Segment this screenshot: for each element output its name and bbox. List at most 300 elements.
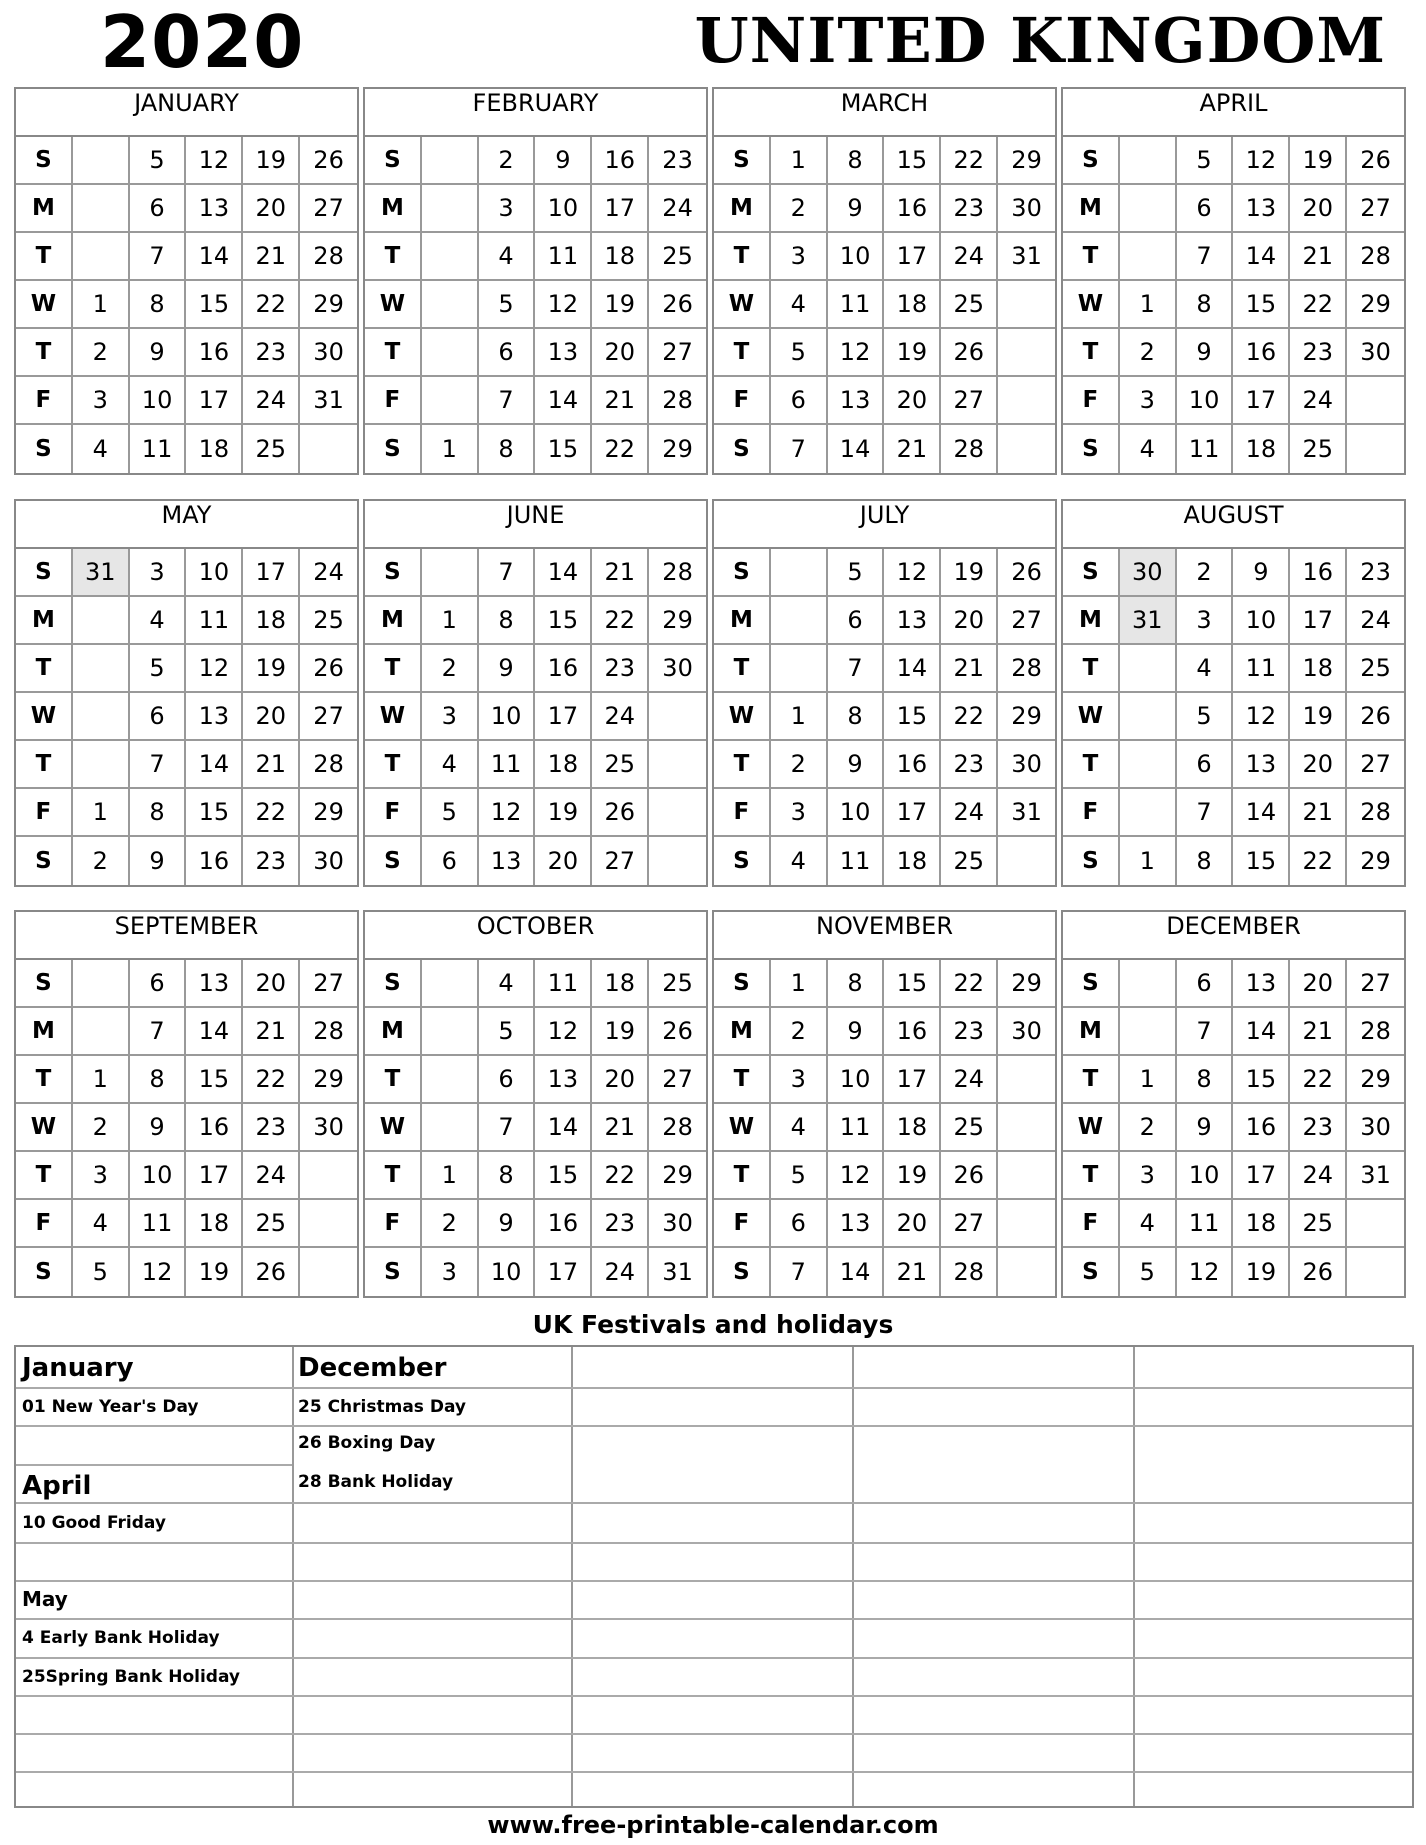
- day-cell: 10: [828, 789, 885, 837]
- day-cell: 2: [479, 137, 536, 185]
- day-cell: 16: [535, 1200, 592, 1248]
- day-cell: 10: [828, 1056, 885, 1104]
- day-cell: 26: [300, 137, 357, 185]
- day-cell: [1120, 137, 1177, 185]
- day-cell: 6: [1177, 185, 1234, 233]
- day-cell: 10: [535, 185, 592, 233]
- weekday-label: F: [16, 1200, 73, 1248]
- weekday-label: S: [1063, 549, 1120, 597]
- month-grid: [714, 137, 1055, 473]
- day-cell: 18: [592, 233, 649, 281]
- weekday-label: W: [365, 281, 422, 329]
- day-cell: 1: [422, 597, 479, 645]
- month-february: [363, 87, 708, 475]
- day-cell: 21: [1290, 789, 1347, 837]
- day-cell: 16: [186, 329, 243, 377]
- day-cell: 20: [1290, 741, 1347, 789]
- day-cell: 10: [1177, 377, 1234, 425]
- day-cell: 13: [186, 185, 243, 233]
- weekday-label: S: [365, 549, 422, 597]
- day-cell: 3: [130, 549, 187, 597]
- day-cell: 19: [592, 281, 649, 329]
- day-cell: 21: [884, 1248, 941, 1296]
- weekday-label: S: [714, 837, 771, 885]
- day-cell: 13: [828, 377, 885, 425]
- weekday-label: M: [714, 1008, 771, 1056]
- day-cell: 24: [1290, 1152, 1347, 1200]
- holidays-row-line: [16, 1618, 1412, 1620]
- day-cell: [73, 233, 130, 281]
- day-cell: 5: [479, 281, 536, 329]
- day-cell: 4: [130, 597, 187, 645]
- day-cell: 12: [479, 789, 536, 837]
- month-april: [1061, 87, 1406, 475]
- weekday-label: T: [365, 329, 422, 377]
- weekday-label: S: [16, 960, 73, 1008]
- holidays-column-4: [852, 1347, 1135, 1806]
- day-cell: [771, 549, 828, 597]
- weekday-label: W: [714, 1104, 771, 1152]
- day-cell: 21: [884, 425, 941, 473]
- day-cell: 30: [313, 847, 344, 875]
- year-title: 2020: [100, 0, 305, 84]
- weekday-label: T: [365, 1056, 422, 1104]
- day-cell: 29: [998, 137, 1055, 185]
- weekday-label: F: [714, 789, 771, 837]
- day-cell: 5: [828, 549, 885, 597]
- day-cell: 3: [1120, 1152, 1177, 1200]
- day-cell: 13: [186, 693, 243, 741]
- weekday-label: S: [365, 137, 422, 185]
- weekday-label: S: [714, 425, 771, 473]
- weekday-label: F: [714, 1200, 771, 1248]
- day-cell: 1: [1120, 837, 1177, 885]
- day-cell: 12: [828, 1152, 885, 1200]
- day-cell: 29: [649, 1152, 706, 1200]
- weekday-label: S: [1063, 1248, 1120, 1296]
- weekday-label: T: [16, 233, 73, 281]
- day-cell: 24: [592, 1248, 649, 1296]
- day-cell: 17: [243, 549, 300, 597]
- day-cell: 14: [828, 1248, 885, 1296]
- day-cell: 16: [1233, 329, 1290, 377]
- day-cell: 1: [422, 1152, 479, 1200]
- weekday-label: T: [16, 645, 73, 693]
- holiday-item: 26 Boxing Day: [298, 1433, 436, 1453]
- day-cell: 3: [422, 693, 479, 741]
- day-cell: 1: [422, 425, 479, 473]
- weekday-label: T: [1063, 645, 1120, 693]
- day-cell: 2: [422, 1200, 479, 1248]
- day-cell: 31: [1120, 597, 1177, 645]
- day-cell: 11: [828, 281, 885, 329]
- day-cell: 27: [1347, 185, 1404, 233]
- month-may: [14, 499, 359, 887]
- day-cell: 20: [941, 597, 998, 645]
- weekday-label: M: [1063, 597, 1120, 645]
- month-grid: [1063, 137, 1404, 473]
- weekday-label: W: [714, 281, 771, 329]
- day-cell: 29: [998, 693, 1055, 741]
- day-cell: 19: [535, 789, 592, 837]
- holidays-title: UK Festivals and holidays: [532, 1310, 894, 1339]
- day-cell: 12: [1233, 693, 1290, 741]
- day-cell: 16: [1290, 549, 1347, 597]
- month-name: MAY: [16, 501, 357, 549]
- day-cell: 1: [73, 1056, 130, 1104]
- day-cell: 25: [300, 597, 357, 645]
- day-cell: 31: [300, 377, 357, 425]
- month-december: [1061, 910, 1406, 1298]
- day-cell: 15: [1233, 281, 1290, 329]
- day-cell: 17: [535, 693, 592, 741]
- day-cell: 6: [828, 597, 885, 645]
- weekday-label: M: [16, 185, 73, 233]
- weekday-label: F: [1063, 1200, 1120, 1248]
- day-cell: 15: [535, 1152, 592, 1200]
- day-cell: 4: [1120, 425, 1177, 473]
- month-name: APRIL: [1063, 89, 1404, 137]
- day-cell: 21: [592, 549, 649, 597]
- day-cell: 27: [649, 1056, 706, 1104]
- day-cell: 2: [1120, 1104, 1177, 1152]
- day-cell: 28: [941, 1248, 998, 1296]
- weekday-label: S: [16, 425, 73, 473]
- day-cell: 26: [941, 1152, 998, 1200]
- month-grid: [16, 549, 357, 885]
- day-cell: 7: [479, 1104, 536, 1152]
- day-cell: 16: [186, 837, 243, 885]
- day-cell: 1: [771, 137, 828, 185]
- day-cell: 28: [300, 1008, 357, 1056]
- day-cell: 29: [300, 1056, 357, 1104]
- day-cell: 9: [1233, 549, 1290, 597]
- day-cell: 20: [592, 329, 649, 377]
- month-november: [712, 910, 1057, 1298]
- day-cell: 25: [941, 281, 998, 329]
- day-cell: 2: [73, 329, 130, 377]
- weekday-label: S: [16, 137, 73, 185]
- day-cell: 27: [649, 329, 706, 377]
- day-cell: 15: [535, 425, 592, 473]
- day-cell: 20: [592, 1056, 649, 1104]
- day-cell: 28: [1347, 233, 1404, 281]
- day-cell: 25: [1290, 425, 1347, 473]
- day-cell: [771, 645, 828, 693]
- day-cell: 7: [130, 741, 187, 789]
- day-cell: 8: [1177, 837, 1234, 885]
- weekday-label: W: [16, 693, 73, 741]
- day-cell: 16: [884, 1008, 941, 1056]
- day-cell: 13: [1233, 741, 1290, 789]
- day-cell: 30: [998, 1008, 1055, 1056]
- day-cell: 22: [1290, 837, 1347, 885]
- day-cell: 18: [186, 425, 243, 473]
- day-cell: 19: [243, 137, 300, 185]
- day-cell: 24: [243, 1152, 300, 1200]
- day-cell: 28: [1347, 789, 1404, 837]
- weekday-label: T: [1063, 233, 1120, 281]
- day-cell: [73, 137, 130, 185]
- day-cell: [771, 597, 828, 645]
- day-cell: 23: [941, 185, 998, 233]
- weekday-label: S: [714, 137, 771, 185]
- day-cell: 14: [186, 1008, 243, 1056]
- day-cell: 18: [592, 960, 649, 1008]
- day-cell: 17: [186, 1152, 243, 1200]
- day-cell: 22: [592, 425, 649, 473]
- day-cell: 10: [479, 1248, 536, 1296]
- weekday-label: T: [1063, 1152, 1120, 1200]
- day-cell: 16: [1233, 1104, 1290, 1152]
- day-cell: 17: [535, 1248, 592, 1296]
- month-name: FEBRUARY: [365, 89, 706, 137]
- weekday-label: M: [365, 185, 422, 233]
- day-cell: 29: [300, 789, 357, 837]
- day-cell: 9: [828, 185, 885, 233]
- day-cell: 19: [1290, 137, 1347, 185]
- day-cell: 1: [73, 789, 130, 837]
- weekday-label: W: [1063, 1104, 1120, 1152]
- day-cell: 20: [243, 185, 300, 233]
- day-cell: 11: [1177, 425, 1234, 473]
- day-cell: 19: [1290, 693, 1347, 741]
- day-cell: 16: [884, 741, 941, 789]
- day-cell: 2: [1177, 549, 1234, 597]
- month-january: [14, 87, 359, 475]
- day-cell: 29: [1347, 281, 1404, 329]
- weekday-label: W: [16, 1104, 73, 1152]
- day-cell: 29: [1347, 1056, 1404, 1104]
- day-cell: 25: [1347, 645, 1404, 693]
- day-cell: [300, 1200, 357, 1248]
- day-cell: 26: [998, 549, 1055, 597]
- day-cell: 15: [186, 789, 243, 837]
- day-cell: 14: [884, 645, 941, 693]
- day-cell: 8: [130, 789, 187, 837]
- day-cell: [1120, 960, 1177, 1008]
- day-cell: 14: [1233, 1008, 1290, 1056]
- weekday-label: S: [1063, 137, 1120, 185]
- day-cell: 20: [1290, 960, 1347, 1008]
- day-cell: 5: [130, 137, 187, 185]
- month-grid: [1063, 549, 1404, 885]
- day-cell: 25: [243, 1200, 300, 1248]
- month-name: DECEMBER: [1063, 912, 1404, 960]
- day-cell: 1: [73, 281, 130, 329]
- month-september: [14, 910, 359, 1298]
- day-cell: 18: [243, 597, 300, 645]
- day-cell: [1347, 1248, 1404, 1296]
- weekday-label: T: [714, 645, 771, 693]
- day-cell: 5: [1120, 1248, 1177, 1296]
- day-cell: [422, 1056, 479, 1104]
- month-grid: [16, 960, 357, 1296]
- day-cell: 12: [1233, 137, 1290, 185]
- day-cell: 21: [243, 233, 300, 281]
- day-cell: 12: [130, 1248, 187, 1296]
- day-cell: 18: [535, 741, 592, 789]
- month-grid: [365, 549, 706, 885]
- day-cell: 7: [479, 377, 536, 425]
- day-cell: 26: [1347, 137, 1404, 185]
- weekday-label: M: [714, 185, 771, 233]
- day-cell: 10: [1233, 597, 1290, 645]
- day-cell: 23: [649, 137, 706, 185]
- day-cell: 18: [1290, 645, 1347, 693]
- day-cell: 15: [884, 693, 941, 741]
- day-cell: 14: [535, 549, 592, 597]
- day-cell: 13: [535, 1056, 592, 1104]
- day-cell: 1: [1120, 281, 1177, 329]
- day-cell: 14: [535, 377, 592, 425]
- day-cell: 23: [1347, 549, 1404, 597]
- day-cell: 3: [422, 1248, 479, 1296]
- day-cell: [422, 281, 479, 329]
- day-cell: 20: [884, 377, 941, 425]
- day-cell: 20: [884, 1200, 941, 1248]
- day-cell: 17: [1290, 597, 1347, 645]
- day-cell: 13: [479, 837, 536, 885]
- day-cell: 8: [828, 693, 885, 741]
- day-cell: [998, 1200, 1055, 1248]
- day-cell: 28: [998, 645, 1055, 693]
- weekday-label: T: [16, 1056, 73, 1104]
- day-cell: 15: [1233, 837, 1290, 885]
- day-cell: 14: [535, 1104, 592, 1152]
- weekday-label: S: [1063, 425, 1120, 473]
- day-cell: 27: [941, 377, 998, 425]
- month-october: [363, 910, 708, 1298]
- weekday-label: S: [714, 1248, 771, 1296]
- day-cell: 25: [941, 1104, 998, 1152]
- day-cell: 11: [186, 597, 243, 645]
- day-cell: 5: [771, 1152, 828, 1200]
- weekday-label: F: [1063, 377, 1120, 425]
- day-cell: 10: [828, 233, 885, 281]
- day-cell: 17: [1233, 377, 1290, 425]
- day-cell: 11: [535, 960, 592, 1008]
- day-cell: 15: [884, 960, 941, 1008]
- month-march: [712, 87, 1057, 475]
- day-cell: 16: [186, 1104, 243, 1152]
- day-cell: 18: [1233, 425, 1290, 473]
- day-cell: 26: [649, 281, 706, 329]
- day-cell: 22: [1290, 1056, 1347, 1104]
- day-cell: 21: [592, 377, 649, 425]
- weekday-label: M: [1063, 185, 1120, 233]
- day-cell: 18: [1233, 1200, 1290, 1248]
- day-cell: 12: [535, 281, 592, 329]
- day-cell: 22: [941, 693, 998, 741]
- day-cell: 30: [1347, 1104, 1404, 1152]
- day-cell: 12: [1177, 1248, 1234, 1296]
- holidays-row-line: [292, 1502, 1412, 1504]
- day-cell: 24: [941, 233, 998, 281]
- day-cell: [73, 741, 130, 789]
- day-cell: 28: [941, 425, 998, 473]
- month-august: [1061, 499, 1406, 887]
- day-cell: [1120, 1008, 1177, 1056]
- weekday-label: S: [16, 1248, 73, 1296]
- day-cell: 4: [479, 233, 536, 281]
- day-cell: 21: [592, 1104, 649, 1152]
- day-cell: 23: [243, 1104, 300, 1152]
- weekday-label: F: [16, 789, 73, 837]
- holidays-row-line: [16, 1733, 1412, 1735]
- day-cell: 23: [592, 645, 649, 693]
- day-cell: 4: [771, 837, 828, 885]
- day-cell: 18: [884, 1104, 941, 1152]
- day-cell: 18: [884, 281, 941, 329]
- day-cell: 7: [771, 425, 828, 473]
- day-cell: 2: [1120, 329, 1177, 377]
- holiday-heading-january: January: [22, 1353, 134, 1383]
- day-cell: 17: [1233, 1152, 1290, 1200]
- day-cell: [73, 645, 130, 693]
- day-cell: 30: [300, 329, 357, 377]
- day-cell: 3: [1177, 597, 1234, 645]
- day-cell: 24: [941, 1056, 998, 1104]
- day-cell: 11: [828, 837, 885, 885]
- day-cell: 5: [771, 329, 828, 377]
- day-cell: 9: [535, 137, 592, 185]
- holidays-row-line: [16, 1425, 1412, 1427]
- day-cell: 9: [479, 645, 536, 693]
- day-cell: [422, 960, 479, 1008]
- day-cell: 20: [243, 960, 300, 1008]
- weekday-label: W: [365, 1104, 422, 1152]
- month-grid: [16, 137, 357, 473]
- day-cell: 21: [941, 645, 998, 693]
- day-cell: 6: [422, 837, 479, 885]
- holiday-heading-april: April: [22, 1471, 92, 1501]
- weekday-label: T: [365, 741, 422, 789]
- weekday-label: W: [1063, 281, 1120, 329]
- day-cell: 11: [1177, 1200, 1234, 1248]
- day-cell: 24: [592, 693, 649, 741]
- weekday-label: F: [365, 1200, 422, 1248]
- day-cell: [998, 425, 1055, 473]
- day-cell: 14: [1233, 233, 1290, 281]
- month-name: NOVEMBER: [714, 912, 1055, 960]
- day-cell: [1347, 425, 1404, 473]
- day-cell: 3: [1120, 377, 1177, 425]
- day-cell: 27: [300, 693, 357, 741]
- day-cell: 23: [243, 837, 300, 885]
- day-cell: 28: [649, 1104, 706, 1152]
- day-cell: [1347, 1200, 1404, 1248]
- day-cell: 27: [1347, 741, 1404, 789]
- day-cell: 28: [649, 549, 706, 597]
- day-cell: [998, 1056, 1055, 1104]
- day-cell: 28: [300, 233, 357, 281]
- day-cell: [998, 837, 1055, 885]
- day-cell: 13: [535, 329, 592, 377]
- day-cell: [422, 549, 479, 597]
- day-cell: 27: [941, 1200, 998, 1248]
- day-cell: 13: [1233, 185, 1290, 233]
- day-cell: [422, 1104, 479, 1152]
- day-cell: 29: [649, 597, 706, 645]
- day-cell: 21: [1290, 1008, 1347, 1056]
- holidays-row-line: [16, 1580, 1412, 1582]
- day-cell: 9: [479, 1200, 536, 1248]
- month-name: SEPTEMBER: [16, 912, 357, 960]
- day-cell: 25: [649, 233, 706, 281]
- day-cell: 19: [186, 1248, 243, 1296]
- day-cell: [649, 741, 706, 789]
